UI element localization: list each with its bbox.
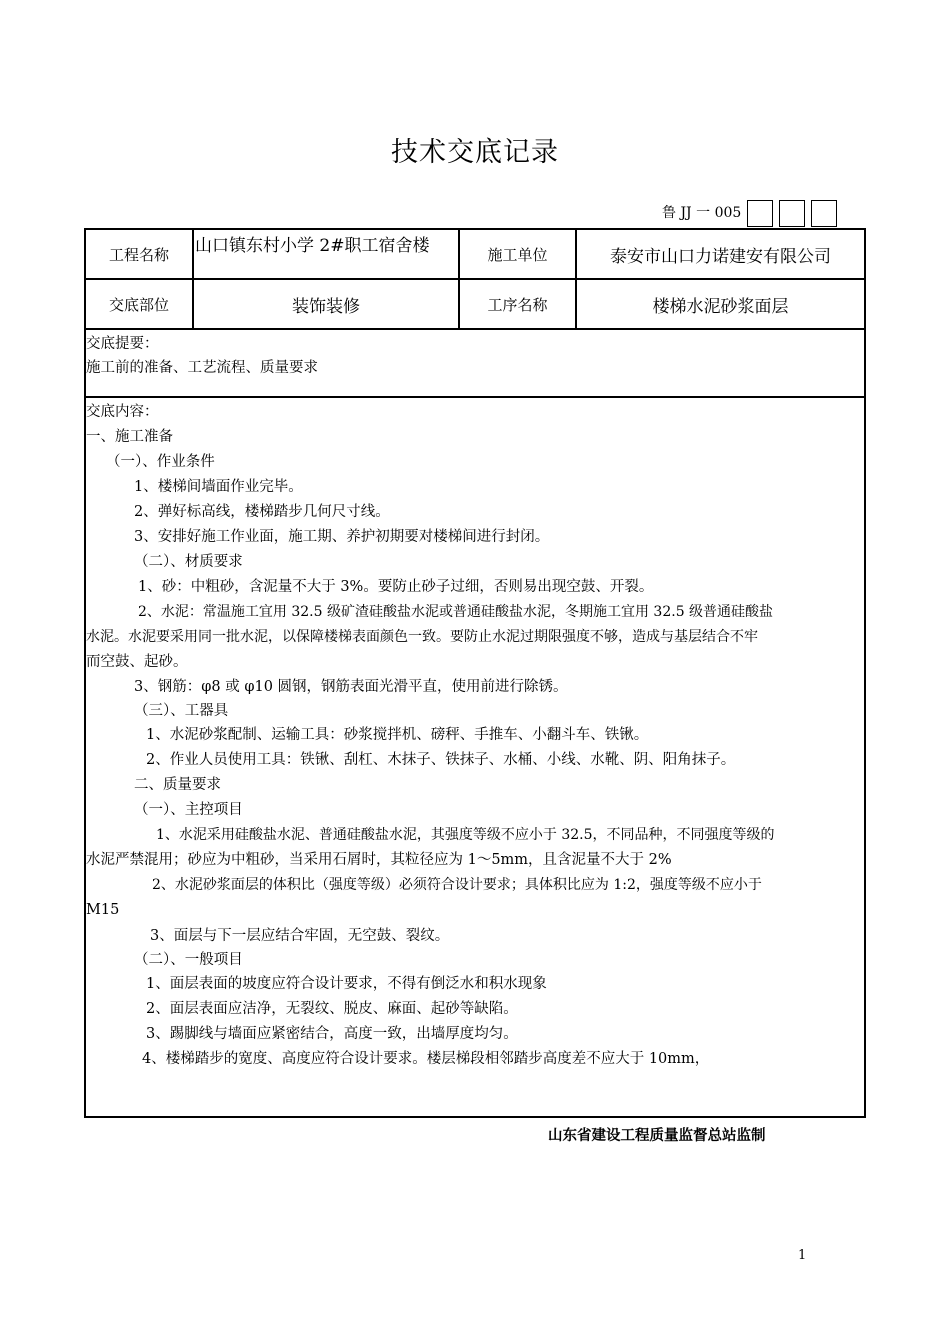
content-line: 3、安排好施工作业面，施工期、养护初期要对楼梯间进行封闭。	[134, 529, 550, 545]
row-divider-2	[84, 328, 866, 330]
content-line: 而空鼓、起砂。	[86, 654, 188, 670]
content-line: （一）、主控项目	[134, 802, 243, 818]
issuer-footer: 山东省建设工程质量监督总站监制	[548, 1128, 766, 1144]
page-number: 1	[798, 1248, 807, 1263]
content-line: 1、面层表面的坡度应符合设计要求，不得有倒泛水和积水现象	[146, 976, 547, 992]
content-line: 3、钢筋：φ8 或 φ10 圆钢，钢筋表面光滑平直，使用前进行除锈。	[134, 679, 568, 695]
content-line: 1、楼梯间墙面作业完毕。	[134, 479, 303, 495]
content-line: 1、水泥砂浆配制、运输工具：砂浆搅拌机、磅秤、手推车、小翻斗车、铁锹。	[146, 727, 649, 743]
summary-text: 施工前的准备、工艺流程、质量要求	[86, 360, 318, 376]
part-label: 交底部位	[108, 295, 169, 314]
content-line: （二）、材质要求	[134, 554, 243, 570]
content-line: 一、施工准备	[86, 429, 173, 445]
form-code-row	[662, 199, 837, 227]
content-line: 二、质量要求	[134, 777, 221, 793]
content-line: 1、砂：中粗砂，含泥量不大于 3%。要防止砂子过细，否则易出现空鼓、开裂。	[138, 579, 654, 595]
code-box-1	[747, 200, 773, 227]
code-box-2	[779, 200, 805, 227]
content-label: 交底内容：	[86, 404, 159, 420]
content-line: （三）、工器具	[134, 703, 229, 719]
process-label: 工序名称	[487, 295, 548, 314]
form-code: 鲁 JJ 一 005	[662, 205, 742, 221]
content-line: 水泥严禁混用；砂应为中粗砂，当采用石屑时，其粒径应为 1～5mm，且含泥量不大于 2%	[86, 852, 672, 868]
summary-label: 交底提要：	[86, 336, 159, 352]
content-line: 3、面层与下一层应结合牢固，无空鼓、裂纹。	[150, 928, 450, 944]
part-value: 装饰装修	[292, 296, 360, 317]
content-line: 2、作业人员使用工具：铁锹、刮杠、木抹子、铁抹子、水桶、小线、水靴、阴、阳角抹子。	[146, 752, 736, 768]
content-line: M15	[86, 902, 120, 918]
content-line: 2、水泥：常温施工宜用 32.5 级矿渣硅酸盐水泥或普通硅酸盐水泥，冬期施工宜用 32.5 级普通硅酸盐	[138, 604, 774, 620]
content-line: 水泥。水泥要采用同一批水泥，以保障楼梯表面颜色一致。要防止水泥过期限强度不够，造成与基层结合不牢	[86, 629, 758, 645]
contractor-value: 泰安市山口力诺建安有限公司	[610, 246, 831, 267]
process-value: 楼梯水泥砂浆面层	[652, 296, 789, 317]
project-name-value: 山口镇东村小学 2#职工宿舍楼	[195, 236, 430, 256]
document-title: 技术交底记录	[391, 137, 559, 168]
content-line: 3、踢脚线与墙面应紧密结合，高度一致，出墙厚度均匀。	[146, 1026, 518, 1042]
content-line: 2、弹好标高线，楼梯踏步几何尺寸线。	[134, 504, 390, 520]
content-line: 2、面层表面应洁净，无裂纹、脱皮、麻面、起砂等缺陷。	[146, 1001, 518, 1017]
content-line: 4、楼梯踏步的宽度、高度应符合设计要求。楼层梯段相邻踏步高度差不应大于 10mm，	[142, 1051, 710, 1067]
content-line: （二）、一般项目	[134, 952, 243, 968]
content-line: （一）、作业条件	[106, 454, 215, 470]
project-name-label: 工程名称	[108, 245, 169, 264]
content-line: 1、水泥采用硅酸盐水泥、普通硅酸盐水泥，其强度等级不应小于 32.5，不同品种，不同强度等级的	[156, 827, 775, 843]
content-line: 2、水泥砂浆面层的体积比（强度等级）必须符合设计要求；具体积比应为 1:2，强度等级不应小于	[152, 877, 762, 893]
contractor-label: 施工单位	[487, 245, 548, 264]
row-divider-3	[84, 396, 866, 398]
code-box-3	[811, 200, 837, 227]
